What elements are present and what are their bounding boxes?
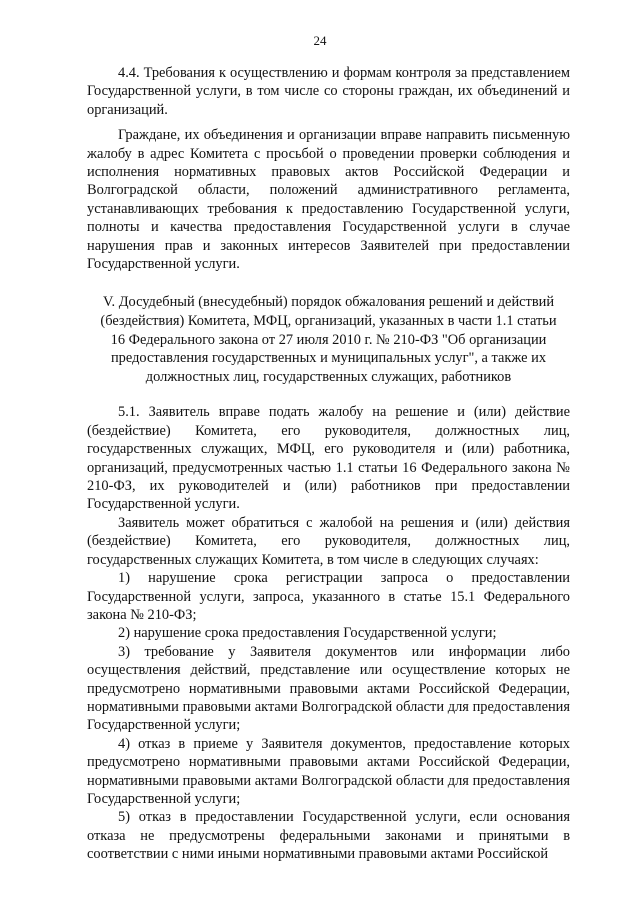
list-item-3: 3) требование у Заявителя документов или информации либо осуществления действий, представление или осуществление которых не предусмотрено нормативными правовыми актами Российской Федерации, нормативными правовыми актами Волгоградской области для предоставления Государственной услуги; — [87, 643, 570, 734]
document-body — [87, 64, 570, 864]
paragraph-complaint-right: Граждане, их объединения и организации вправе направить письменную жалобу в адрес Комитета с просьбой о проведении проверки соблюдения и исполнения нормативных правовых актов Российской Федерации и Волгоградской области, положений административного регламента, устанавливающих требования к предоставлению Государственной услуги, полноты и качества предоставления Государственной услуги в случае нарушения прав и законных интересов Заявителей при предоставлении Государственной услуги. — [87, 127, 570, 273]
list-item-5: 5) отказ в предоставлении Государственной услуги, если основания отказа не предусмотрены федеральными законами и принятыми в соответствии с ними иными нормативными правовыми актами Российской — [87, 809, 570, 863]
paragraph-5-1: 5.1. Заявитель вправе подать жалобу на решение и (или) действие (бездействие) Комитета, его руководителя, должностных лиц, государственных служащих, МФЦ, его руководителя и (или) работника, организаций, предусмотренных частью 1.1 статьи 16 Федерального закона № 210-ФЗ, их руководителей и (или) работников при предоставлении Государственной услуги. — [87, 404, 570, 513]
paragraph-4-4: 4.4. Требования к осуществлению и формам контроля за представлением Государственной услуги, в том числе со стороны граждан, их объединений и организаций. — [87, 65, 570, 118]
paragraph-complaint-cases: Заявитель может обратиться с жалобой на решения и (или) действия (бездействие) Комитета, его руководителя, должностных лиц, государственных служащих Комитета, в том числе в следующих случаях: — [87, 514, 570, 568]
list-item-1: 1) нарушение срока регистрации запроса о предоставлении Государственной услуги, запроса, указанного в статье 15.1 Федерального закона № 210-ФЗ; — [87, 570, 570, 623]
list-item-2: 2) нарушение срока предоставления Государственной услуги; — [118, 625, 497, 642]
list-item-4: 4) отказ в приеме у Заявителя документов, предоставление которых предусмотрено нормативными правовыми актами Российской Федерации, нормативными правовыми актами Волгоградской области для предоставления Государственной услуги; — [87, 735, 570, 807]
section-heading: V. Досудебный (внесудебный) порядок обжалования решений и действий (бездействия) Комитета, МФЦ, организаций, указанных в части 1.1 статьи 16 Федерального закона от 27 июля 2010 г. № 210-ФЗ "Об организации предоставления государственных и муниципальных услуг", а также их должностных лиц, государственных служащих, работников — [100, 294, 557, 385]
page-number: 24 — [313, 33, 327, 48]
